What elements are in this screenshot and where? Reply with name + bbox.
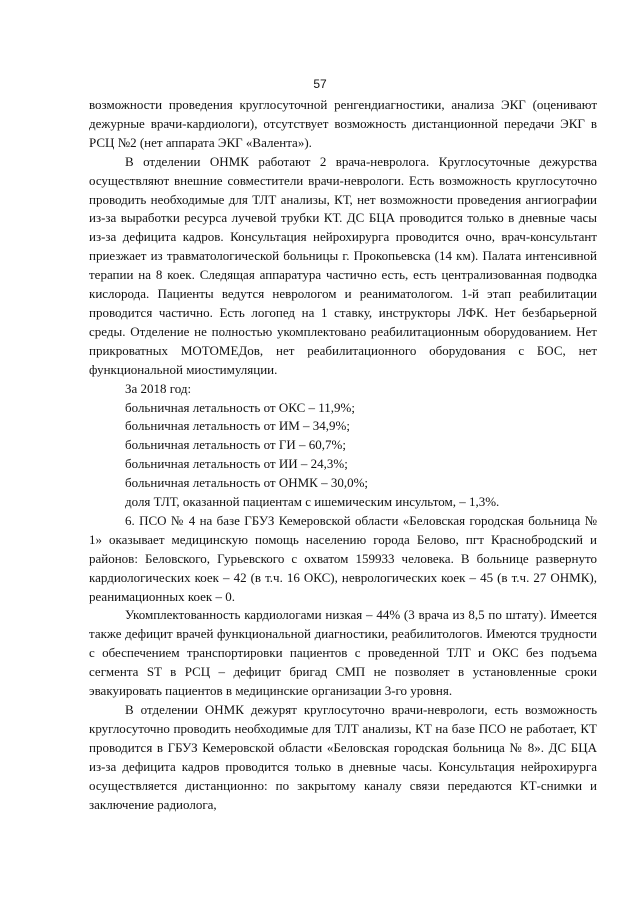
paragraph-onmk-duty: В отделении ОНМК дежурят круглосуточно врачи-неврологи, есть возможность круглосуточно проводить необходимые для ТЛТ анализы, КТ на базе ПСО не работает, КТ проводится в ГБУЗ Кемеровской области «Беловская городская больница № 8». ДС БЦА из-за дефицита кадров проводится только в дневные часы. Консультация нейрохирурга осуществляется дистанционно: по закрытому каналу связи передаются КТ-снимки и заключение радиолога, <box>89 702 597 812</box>
stats-line-oks: больничная летальность от ОКС – 11,9%; <box>125 399 355 415</box>
stats-line-gi: больничная летальность от ГИ – 60,7%; <box>125 437 346 453</box>
stats-heading: За 2018 год: <box>125 380 192 396</box>
paragraph-stroke-department: В отделении ОНМК работают 2 врача-невролога. Круглосуточные дежурства осуществляют внешние совместители врачи-неврологи. Есть возможность круглосуточно проводить необходимые для ТЛТ анализы, КТ, нет возможности проведения ангиографии из-за выработки ресурса лучевой трубки КТ. ДС БЦА проводится только в дневные часы из-за дефицита кадров. Консультация нейрохирурга проводится очно, врач-консультант приезжает из травматологической больницы г. Прокопьевска (14 км). Палата интенсивной терапии на 8 коек. Следящая аппаратура частично есть, есть централизованная подводка кислорода. Пациенты ведутся неврологом и реаниматологом. 1-й этап реабилитации проводится частично. Есть логопед на 1 ставку, инструкторы ЛФК. Нет безбарьерной среды. Отделение не полностью укомплектовано реабилитационным оборудованием. Нет прикроватных МОТОМЕДов, нет реабилитационного оборудования с БОС, нет функциональной миостимуляции. <box>89 153 597 377</box>
mortality-stats-list <box>89 380 597 512</box>
page-number: 57 <box>313 77 327 91</box>
document-body <box>89 96 597 814</box>
stats-line-ii: больничная летальность от ИИ – 24,3%; <box>125 456 348 472</box>
stats-line-onmk: больничная летальность от ОНМК – 30,0%; <box>125 475 369 491</box>
paragraph-ecg-diagnostics: возможности проведения круглосуточной ренгендиагностики, анализа ЭКГ (оценивают дежурные врачи-кардиологи), отсутствует возможность дистанционной передачи ЭКГ в РСЦ №2 (нет аппарата ЭКГ «Валента»). <box>89 97 597 150</box>
stats-line-im: больничная летальность от ИМ – 34,9%; <box>125 418 350 434</box>
stats-line-tlt: доля ТЛТ, оказанной пациентам с ишемическим инсультом, – 1,3%. <box>125 494 500 510</box>
paragraph-pso-4: 6. ПСО № 4 на базе ГБУЗ Кемеровской области «Беловская городская больница № 1» оказывает медицинскую помощь населению города Белово, пгт Краснобродский и районов: Беловского, Гурьевского с охватом 159933 человека. В больнице развернуто кардиологических коек – 42 (в т.ч. 16 ОКС), неврологических коек – 45 (в т.ч. 27 ОНМК), реанимационных коек – 0. <box>89 512 597 604</box>
paragraph-staffing: Укомплектованность кардиологами низкая – 44% (3 врача из 8,5 по штату). Имеется также дефицит врачей функциональной диагностики, реабилитологов. Имеются трудности с обеспечением транспортировки пациентов с проведенной ТЛТ и ОКС без подъема сегмента ST в РСЦ – дефицит бригад СМП не позволяет в установленные сроки эвакуировать пациентов в медицинские организации 3-го уровня. <box>89 607 597 699</box>
